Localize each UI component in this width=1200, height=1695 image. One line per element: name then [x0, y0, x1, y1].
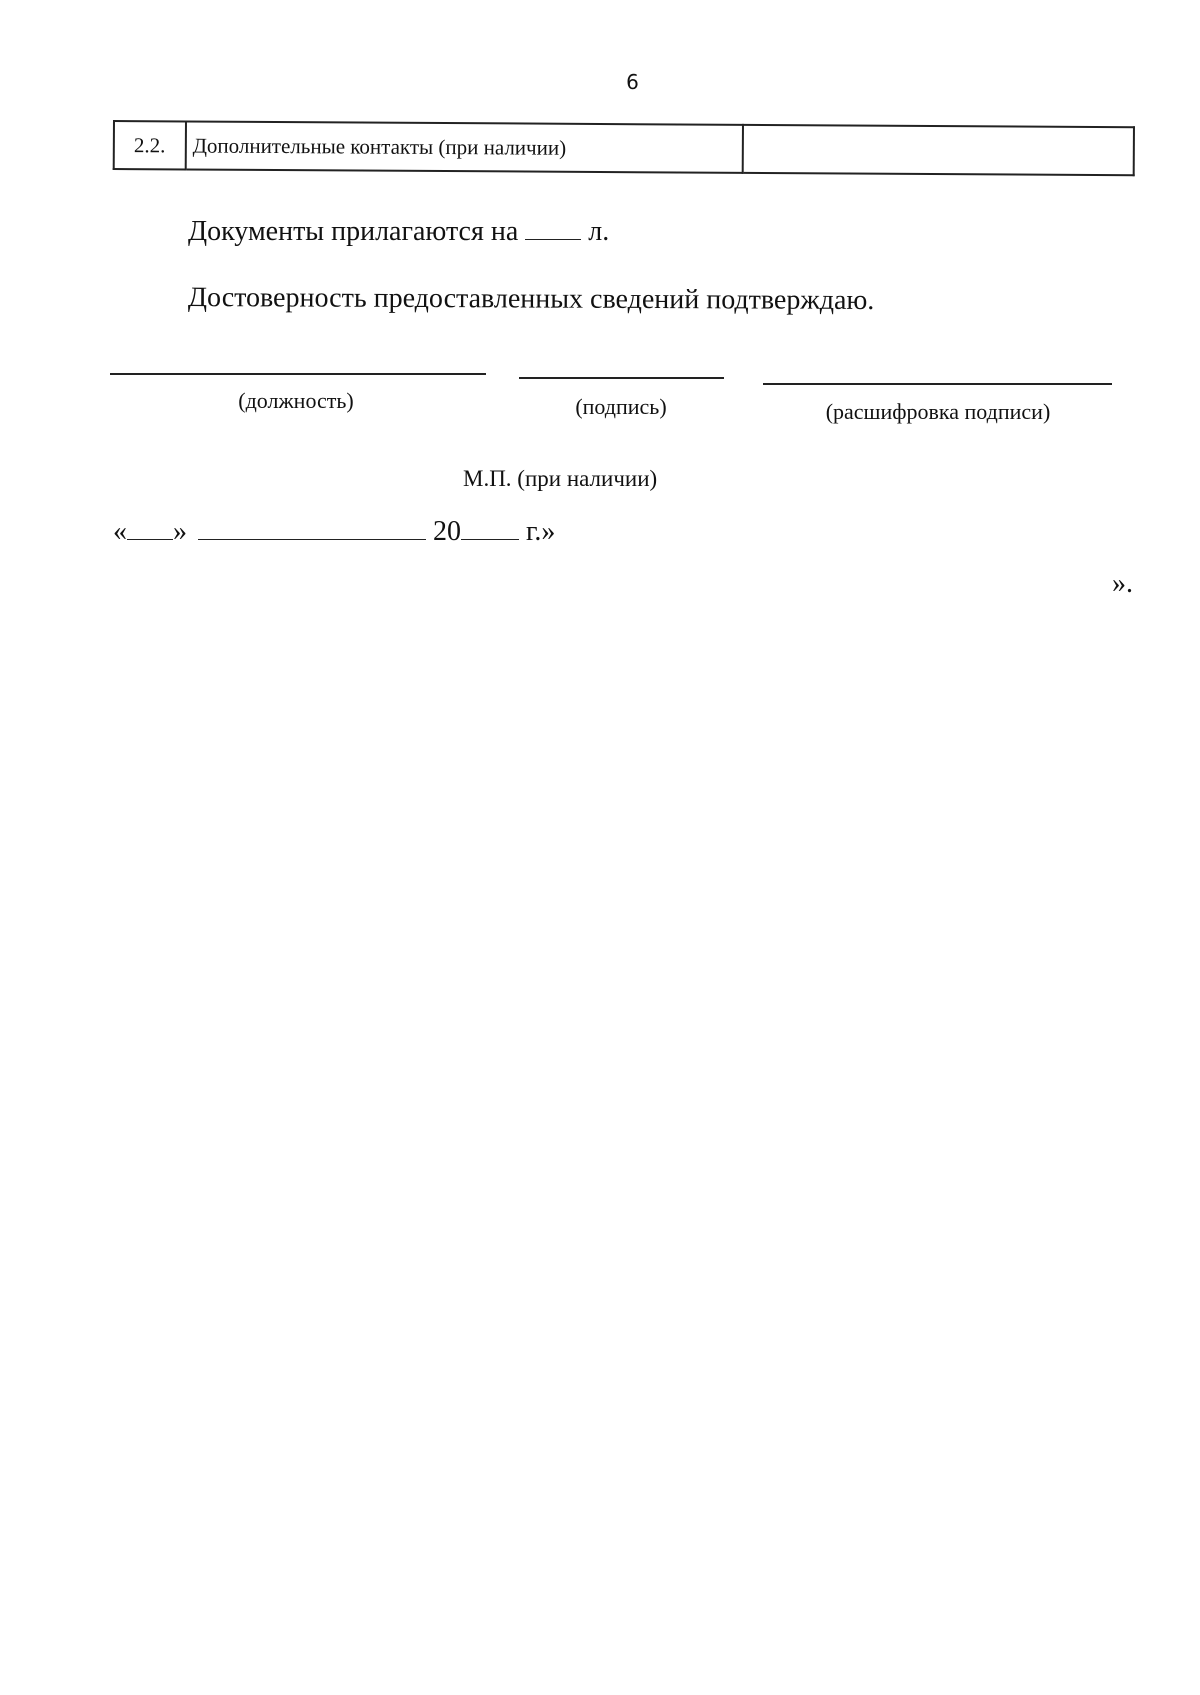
- day-open-quote: «: [113, 516, 127, 547]
- row-label: Дополнительные контакты (при наличии): [185, 121, 743, 172]
- day-blank[interactable]: [127, 515, 173, 540]
- pages-count-blank[interactable]: [525, 215, 581, 240]
- month-blank[interactable]: [198, 515, 426, 540]
- signature-line[interactable]: [519, 377, 724, 379]
- year-suffix: г.»: [526, 516, 556, 547]
- row-value-field[interactable]: [743, 125, 1134, 175]
- year-prefix: 20: [433, 516, 461, 547]
- signature-decipher-line[interactable]: [763, 383, 1112, 385]
- position-caption: (должность): [238, 388, 354, 413]
- signature-caption: (подпись): [575, 394, 667, 419]
- documents-prefix: Документы прилагаются на: [188, 216, 519, 247]
- contacts-table: [113, 120, 1135, 176]
- row-number: 2.2.: [114, 121, 186, 169]
- date-line: [113, 515, 555, 548]
- confirmation-text: Достоверность предоставленных сведений подтверждаю.: [187, 282, 875, 316]
- page-number: 6: [626, 70, 639, 94]
- documents-attached-line: [188, 215, 609, 248]
- position-line[interactable]: [110, 373, 486, 375]
- closing-quote: ».: [1112, 568, 1133, 599]
- year-blank[interactable]: [461, 515, 519, 540]
- stamp-text: М.П. (при наличии): [463, 466, 658, 491]
- signature-decipher-caption: (расшифровка подписи): [825, 399, 1051, 424]
- day-close-quote: »: [173, 516, 187, 547]
- documents-suffix: л.: [588, 216, 610, 247]
- table-row: [114, 121, 1134, 175]
